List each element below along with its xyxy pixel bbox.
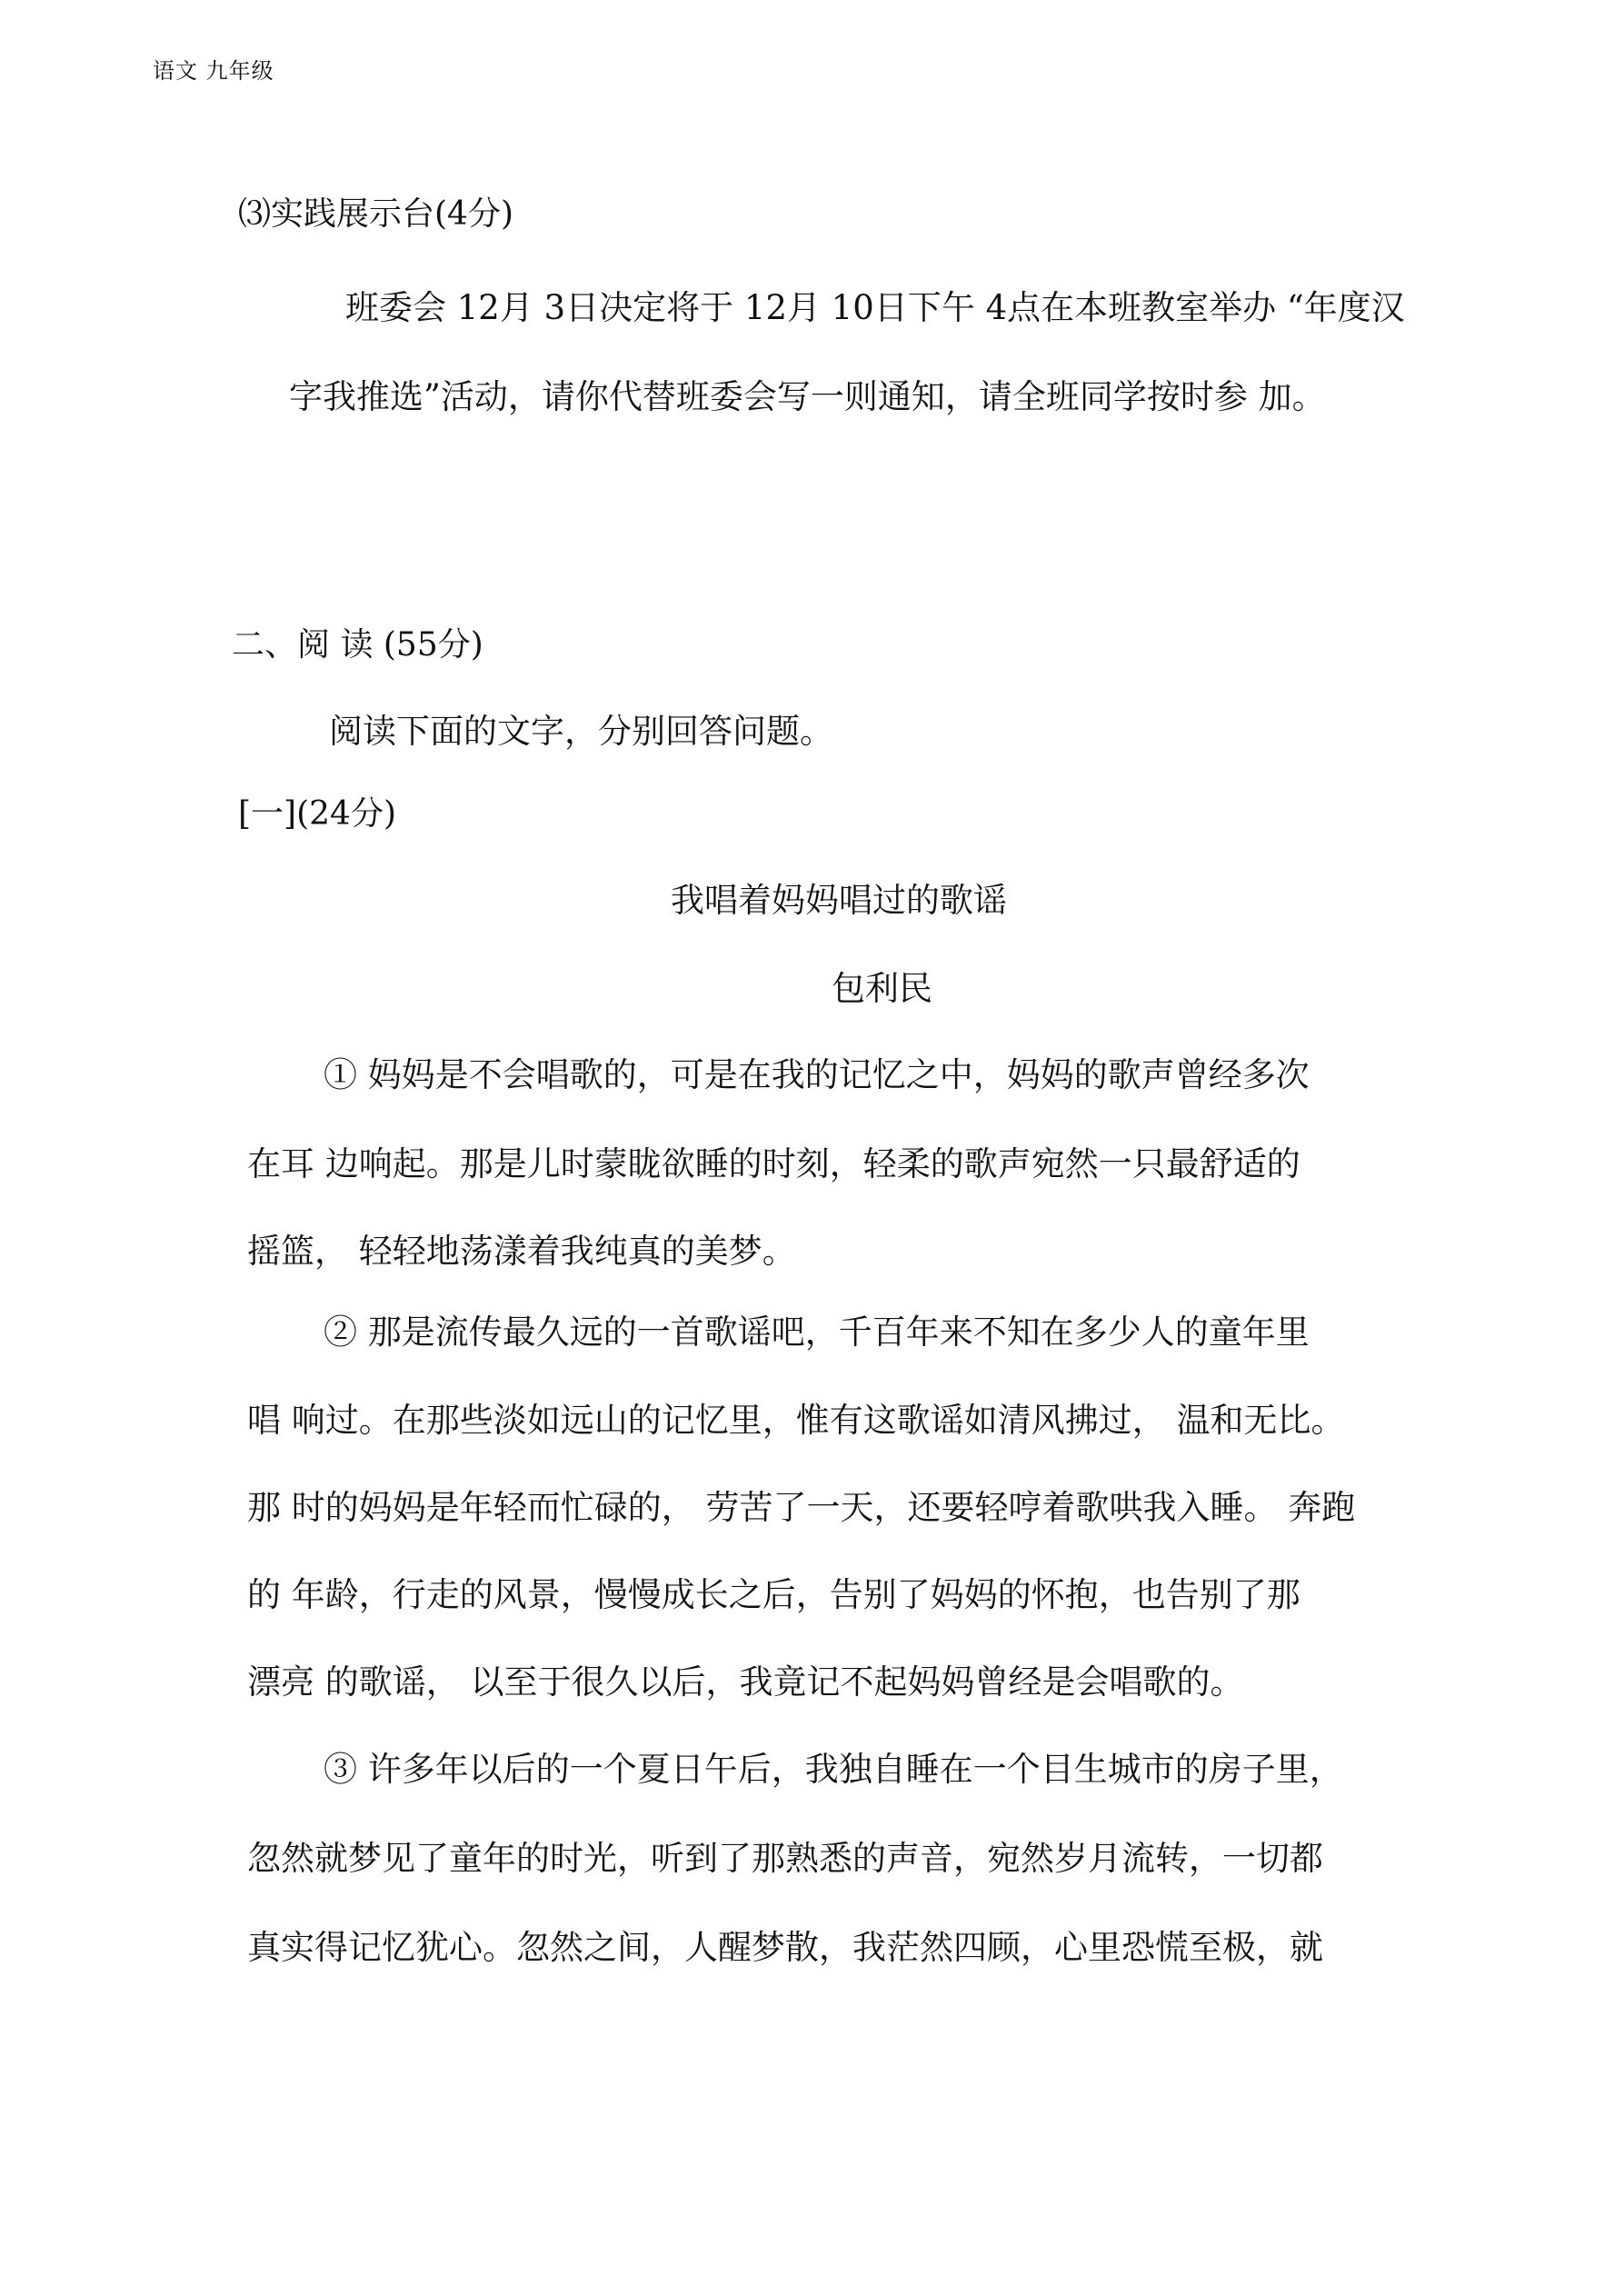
reading-subsection: [一](24分): [238, 795, 396, 833]
article-line-5: 唱 响过。在那些淡如远山的记忆里，惟有这歌谣如清风拂过， 温和无比。: [247, 1401, 1345, 1440]
article-line-7: 的 年龄，行走的风景，慢慢成长之后，告别了妈妈的怀抱，也告别了那: [247, 1575, 1300, 1614]
article-line-9: ③ 许多年以后的一个夏日午后，我独自睡在一个目生城市的房子里，: [324, 1750, 1343, 1789]
article-line-1: ① 妈妈是不会唱歌的，可是在我的记忆之中，妈妈的歌声曾经多次: [324, 1055, 1310, 1094]
practice-heading: ⑶实践展示台(4分): [238, 195, 513, 233]
reading-heading: 二、阅 读 (55分): [232, 626, 483, 664]
practice-line-1: 班委会 12月 3日决定将于 12月 10日下午 4点在本班教室举办 “年度汉: [345, 288, 1405, 327]
article-line-3: 摇篮， 轻轻地荡漾着我纯真的美梦。: [247, 1232, 796, 1271]
article-line-2: 在耳 边响起。那是儿时蒙眬欲睡的时刻，轻柔的歌声宛然一只最舒适的: [247, 1144, 1300, 1183]
article-line-6: 那 时的妈妈是年轻而忙碌的， 劳苦了一天，还要轻哼着歌哄我入睡。 奔跑: [247, 1488, 1356, 1527]
article-line-8: 漂亮 的歌谣， 以至于很久以后，我竟记不起妈妈曾经是会唱歌的。: [247, 1662, 1244, 1702]
practice-line-2: 字我推选”活动，请你代替班委会写一则通知，请全班同学按时参 加。: [289, 377, 1326, 416]
article-line-11: 真实得记忆犹心。忽然之间，人醒梦散，我茫然四顾，心里恐慌至极，就: [247, 1928, 1323, 1967]
article-author: 包利民: [832, 969, 932, 1008]
article-line-4: ② 那是流传最久远的一首歌谣吧，千百年来不知在多少人的童年里: [324, 1313, 1310, 1352]
reading-instruction: 阅读下面的文字，分别回答问题。: [329, 712, 833, 751]
article-title: 我唱着妈妈唱过的歌谣: [671, 881, 1007, 920]
article-line-10: 忽然就梦见了童年的时光，听到了那熟悉的声音，宛然岁月流转，一切都: [247, 1839, 1323, 1878]
page-header: 语文 九年级: [153, 58, 274, 84]
